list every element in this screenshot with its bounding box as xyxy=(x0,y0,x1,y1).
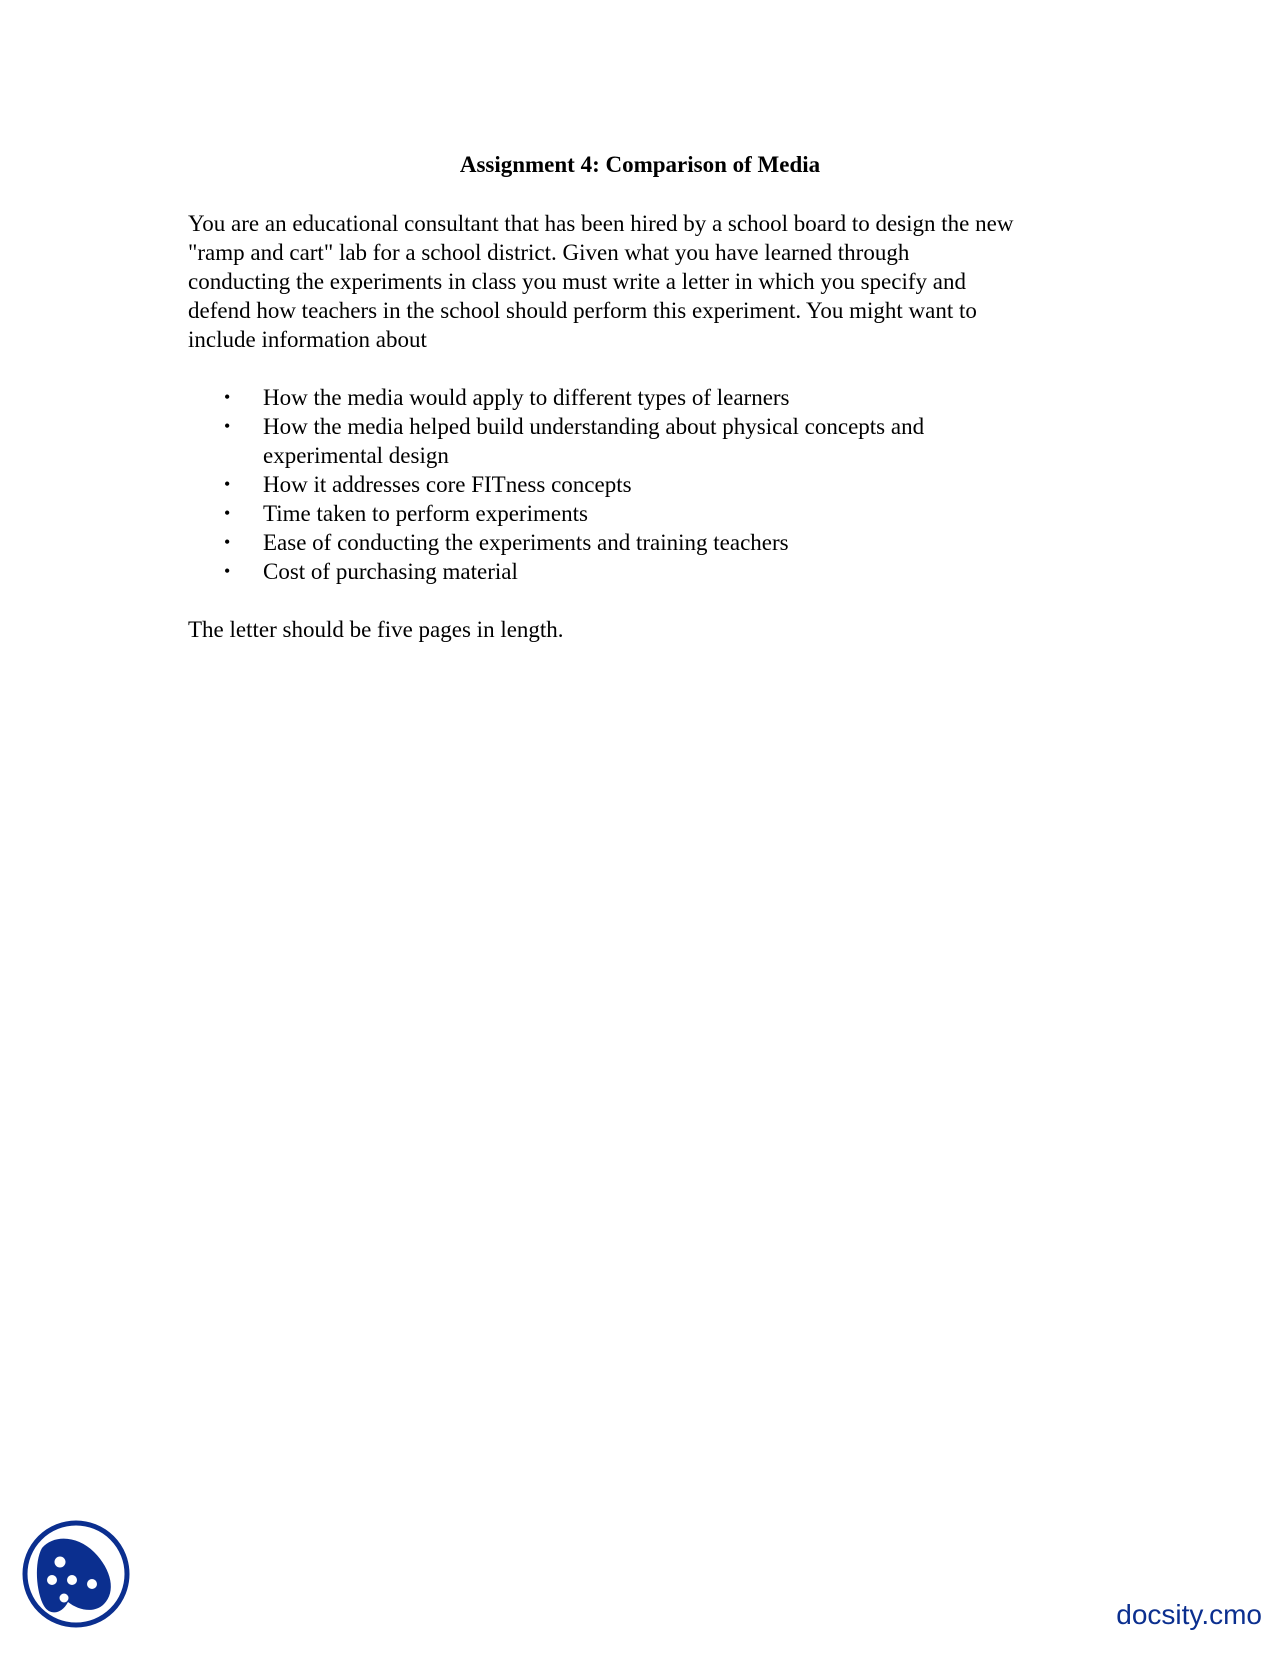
intro-line: include information about xyxy=(188,327,427,352)
bullet-item xyxy=(188,528,1108,557)
bullet-text: Ease of conducting the experiments and training teachers xyxy=(263,530,789,555)
bullet-item xyxy=(188,383,1108,412)
intro-line: "ramp and cart" lab for a school district. Given what you have learned through xyxy=(188,240,910,265)
intro-paragraph xyxy=(188,209,1108,354)
docsity-logo-svg xyxy=(20,1518,132,1630)
logo-dot xyxy=(87,1579,97,1589)
bullet-item xyxy=(188,557,1108,586)
bullet-text: How the media helped build understanding about physical concepts and xyxy=(263,414,925,439)
bullet-dot-icon: • xyxy=(224,503,231,523)
bullet-text: Cost of purchasing material xyxy=(263,559,518,584)
bullet-text: experimental design xyxy=(263,443,449,468)
bullet-dot-icon: • xyxy=(224,561,231,581)
logo-dot xyxy=(55,1557,66,1568)
document-title: Assignment 4: Comparison of Media xyxy=(459,152,821,177)
bullet-text: Time taken to perform experiments xyxy=(263,501,588,526)
bullet-item xyxy=(188,470,1108,499)
bullet-list xyxy=(188,383,1108,586)
intro-line: defend how teachers in the school should perform this experiment. You might want to xyxy=(188,298,977,323)
bullet-dot-icon: • xyxy=(224,416,231,436)
logo-dot xyxy=(67,1575,77,1585)
bullet-dot-icon: • xyxy=(224,474,231,494)
intro-line: You are an educational consultant that has been hired by a school board to design the new xyxy=(188,211,1014,236)
logo-dot xyxy=(60,1594,69,1603)
bullet-dot-icon: • xyxy=(224,387,231,407)
logo-dot xyxy=(47,1575,57,1585)
bullet-text: How it addresses core FITness concepts xyxy=(263,472,632,497)
bullet-item xyxy=(188,412,1108,470)
bullet-dot-icon: • xyxy=(224,532,231,552)
intro-line: conducting the experiments in class you must write a letter in which you specify and xyxy=(188,269,966,294)
docsity-watermark-text[interactable]: docsity.cmo xyxy=(1116,1599,1262,1630)
docsity-logo-icon xyxy=(20,1518,132,1630)
bullet-item xyxy=(188,499,1108,528)
bullet-text: How the media would apply to different types of learners xyxy=(263,385,790,410)
closing-paragraph: The letter should be five pages in length. xyxy=(188,617,564,642)
